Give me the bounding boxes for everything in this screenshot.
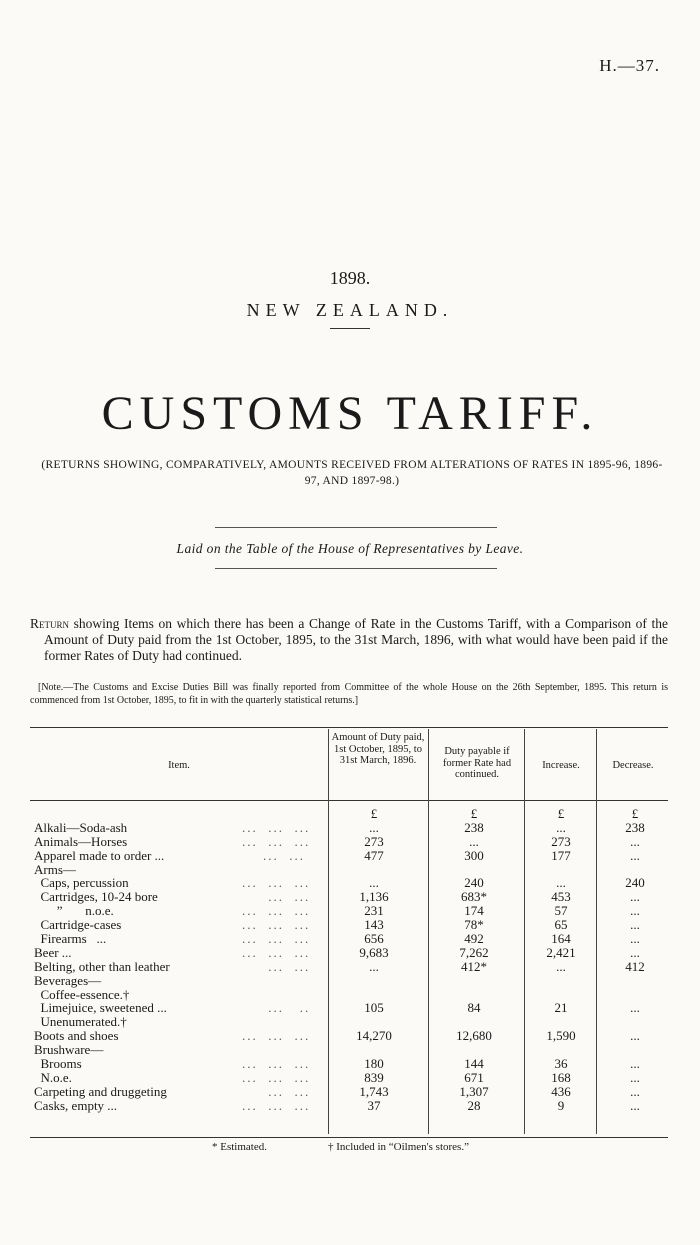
row-payable: 492 xyxy=(464,931,484,947)
row-decrease: ... xyxy=(630,1028,640,1044)
row-payable: 238 xyxy=(464,819,484,835)
page-title: CUSTOMS TARIFF. xyxy=(101,387,599,440)
table-top-rule xyxy=(30,727,668,728)
row-amount: 180 xyxy=(364,1056,384,1072)
row-increase: 164 xyxy=(551,931,571,947)
row-decrease: 412 xyxy=(625,958,645,974)
table-row xyxy=(30,918,668,932)
return-head: Return xyxy=(30,616,70,631)
note-text: [Note.—The Customs and Excise Duties Bill was finally reported from Committee of the whole House on the 26th September, 1895. This return is commenced from 1st October, 1895, to fit in with the quarterly statistical returns.] xyxy=(30,682,668,706)
row-increase: 177 xyxy=(551,847,571,863)
row-increase: 2,421 xyxy=(546,944,576,960)
table-row xyxy=(30,988,668,1002)
table-row xyxy=(30,1043,668,1057)
row-item: Limejuice, sweetened ... xyxy=(34,1000,167,1016)
row-increase: 168 xyxy=(551,1069,571,1085)
row-item: Belting, other than leather xyxy=(34,958,170,974)
row-increase: 453 xyxy=(551,889,571,905)
row-increase: 436 xyxy=(551,1083,571,1099)
table-row xyxy=(30,1099,668,1113)
table-rows xyxy=(30,821,668,1113)
table-row xyxy=(30,1057,668,1071)
row-amount: 37 xyxy=(367,1097,381,1113)
table-row xyxy=(30,821,668,835)
row-amount: ... xyxy=(369,819,379,835)
row-item: Caps, percussion xyxy=(34,875,129,891)
year: 1898. xyxy=(329,268,371,288)
table-row xyxy=(30,1085,668,1099)
row-item: Casks, empty ... xyxy=(34,1097,118,1113)
header-amount: Amount of Duty paid, 1st October, 1895, to 31st March, 1896. xyxy=(331,732,425,766)
row-dots: ... ... xyxy=(242,958,311,974)
row-item: Arms— xyxy=(34,861,76,877)
row-dots: ... ... ... xyxy=(242,917,311,933)
table-row xyxy=(30,904,668,918)
table-row xyxy=(30,1071,668,1085)
row-item: Animals—Horses xyxy=(34,833,128,849)
row-amount: 105 xyxy=(364,1000,384,1016)
table-row xyxy=(30,932,668,946)
row-payable: 240 xyxy=(464,875,484,891)
row-increase: 1,590 xyxy=(546,1028,576,1044)
table-row xyxy=(30,974,668,988)
table-row xyxy=(30,946,668,960)
header-decrease: Decrease. xyxy=(612,760,654,771)
row-item: ” n.o.e. xyxy=(34,903,114,919)
divider xyxy=(215,568,497,569)
units-row xyxy=(30,807,668,821)
table-body xyxy=(30,807,668,1113)
row-dots: ... ... xyxy=(242,1083,311,1099)
row-dots: ... ... ... xyxy=(242,1056,311,1072)
row-item: Firearms ... xyxy=(34,931,107,947)
row-amount: 9,683 xyxy=(359,944,389,960)
row-increase: ... xyxy=(556,875,566,891)
footnote-estimated: * Estimated. xyxy=(212,1141,267,1153)
country-heading: NEW ZEALAND. xyxy=(246,300,454,320)
table-row xyxy=(30,863,668,877)
row-decrease: ... xyxy=(630,944,640,960)
row-amount: 477 xyxy=(364,847,384,863)
divider xyxy=(330,328,370,329)
row-payable: 1,307 xyxy=(459,1083,489,1099)
row-item: Brooms xyxy=(34,1056,82,1072)
row-dots: ... ... xyxy=(242,889,311,905)
row-item: Cartridges, 10-24 bore xyxy=(34,889,158,905)
row-amount: ... xyxy=(369,875,379,891)
row-increase: 9 xyxy=(557,1097,565,1113)
row-payable: 78* xyxy=(464,917,484,933)
row-payable: 300 xyxy=(464,847,484,863)
header-increase: Increase. xyxy=(542,760,580,771)
row-payable: 683* xyxy=(461,889,487,905)
row-item: Beer ... xyxy=(34,944,72,960)
row-amount: 14,270 xyxy=(356,1028,392,1044)
row-dots: ... ... ... xyxy=(242,1097,311,1113)
row-payable: 174 xyxy=(464,903,484,919)
unit-decrease: £ xyxy=(631,806,639,821)
row-payable: 28 xyxy=(467,1097,481,1113)
row-item: Coffee-essence.† xyxy=(34,986,130,1002)
table-header-rule xyxy=(30,800,668,801)
subtitle: (RETURNS SHOWING, COMPARATIVELY, AMOUNTS RECEIVED FROM ALTERATIONS OF RATES IN 1895-96, 1896-97, AND 1897-98.) xyxy=(41,459,663,487)
row-dots: ... ... xyxy=(242,847,305,863)
row-dots: ... ... ... xyxy=(242,819,311,835)
row-item: Carpeting and druggeting xyxy=(34,1083,167,1099)
row-decrease: ... xyxy=(630,1000,640,1016)
table-row xyxy=(30,876,668,890)
row-payable: 12,680 xyxy=(456,1028,492,1044)
footnote-included: † Included in “Oilmen's stores.” xyxy=(328,1141,469,1153)
row-decrease: 238 xyxy=(625,819,645,835)
row-dots: ... ... ... xyxy=(242,1028,311,1044)
row-item: Apparel made to order ... xyxy=(34,847,165,863)
row-decrease: ... xyxy=(630,847,640,863)
table-row xyxy=(30,835,668,849)
row-amount: 1,743 xyxy=(359,1083,389,1099)
table-row xyxy=(30,960,668,974)
return-description xyxy=(30,616,668,664)
row-increase: ... xyxy=(556,819,566,835)
row-amount: 143 xyxy=(364,917,384,933)
row-dots: ... .. xyxy=(242,1000,311,1016)
row-amount: 231 xyxy=(364,903,384,919)
row-item: Beverages— xyxy=(34,972,102,988)
row-increase: 57 xyxy=(554,903,568,919)
row-item: Boots and shoes xyxy=(34,1028,119,1044)
table-row xyxy=(30,890,668,904)
row-decrease: ... xyxy=(630,1056,640,1072)
row-increase: 36 xyxy=(554,1056,568,1072)
page-reference: H.—37. xyxy=(599,56,660,75)
row-amount: 656 xyxy=(364,931,384,947)
row-payable: ... xyxy=(469,833,479,849)
table-row xyxy=(30,1029,668,1043)
row-dots: ... ... ... xyxy=(242,903,311,919)
row-payable: 144 xyxy=(464,1056,484,1072)
laid-on-table-line: Laid on the Table of the House of Representatives by Leave. xyxy=(176,541,524,556)
row-amount: 1,136 xyxy=(359,889,389,905)
row-decrease: ... xyxy=(630,889,640,905)
row-amount: ... xyxy=(369,958,379,974)
row-dots: ... ... ... xyxy=(242,931,311,947)
row-decrease: ... xyxy=(630,833,640,849)
row-item: Unenumerated.† xyxy=(34,1014,127,1030)
row-decrease: ... xyxy=(630,903,640,919)
row-payable: 671 xyxy=(464,1069,484,1085)
return-text: showing Items on which there has been a Change of Rate in the Customs Tariff, with a Comparison of the Amount of Duty paid from the 1st October, 1895, to the 31st March, 1896, with what would have been paid if the former Rates of Duty had continued. xyxy=(44,616,669,663)
table-row xyxy=(30,1001,668,1015)
row-dots: ... ... ... xyxy=(242,875,311,891)
row-payable: 84 xyxy=(467,1000,481,1016)
row-increase: 21 xyxy=(554,1000,568,1016)
row-decrease: 240 xyxy=(625,875,645,891)
row-item: N.o.e. xyxy=(34,1069,72,1085)
row-amount: 839 xyxy=(364,1069,384,1085)
header-item: Item. xyxy=(168,760,190,771)
row-payable: 7,262 xyxy=(459,944,489,960)
row-dots: ... ... ... xyxy=(242,833,311,849)
row-item: Brushware— xyxy=(34,1042,104,1058)
table-row xyxy=(30,849,668,863)
row-item: Alkali—Soda-ash xyxy=(34,819,128,835)
row-decrease: ... xyxy=(630,917,640,933)
row-increase: 65 xyxy=(554,917,568,933)
unit-increase: £ xyxy=(557,806,565,821)
note xyxy=(30,682,668,707)
row-increase: 273 xyxy=(551,833,571,849)
row-amount: 273 xyxy=(364,833,384,849)
row-decrease: ... xyxy=(630,1097,640,1113)
row-item: Cartridge-cases xyxy=(34,917,122,933)
row-increase: ... xyxy=(556,958,566,974)
row-decrease: ... xyxy=(630,931,640,947)
row-dots: ... ... ... xyxy=(242,1069,311,1085)
header-payable: Duty payable if former Rate had continued. xyxy=(442,746,512,780)
row-decrease: ... xyxy=(630,1069,640,1085)
row-decrease: ... xyxy=(630,1083,640,1099)
unit-amount: £ xyxy=(370,806,378,821)
table-row xyxy=(30,1015,668,1029)
unit-payable: £ xyxy=(470,806,478,821)
divider xyxy=(215,527,497,528)
row-dots: ... ... ... xyxy=(242,944,311,960)
row-payable: 412* xyxy=(461,958,487,974)
table-bottom-rule xyxy=(30,1137,668,1138)
